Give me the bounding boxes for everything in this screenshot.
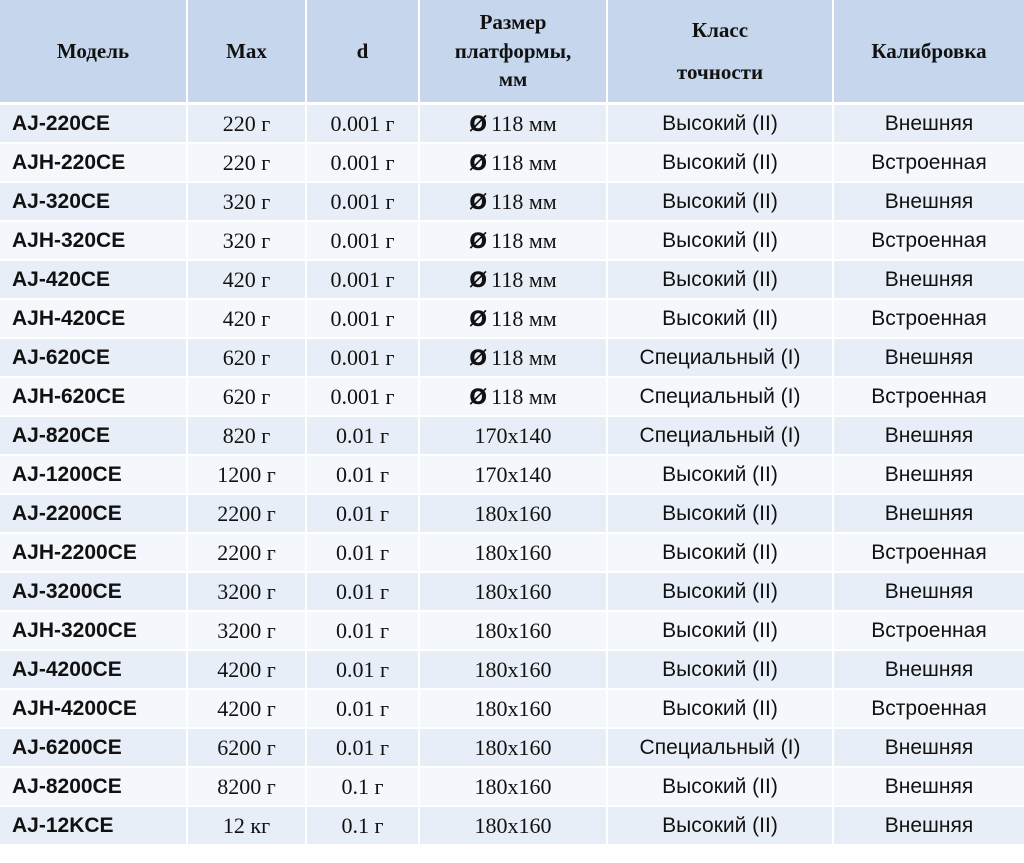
cell-platform-size xyxy=(420,573,608,612)
cell-accuracy-class: Специальный (I) xyxy=(608,339,834,378)
cell-calibration: Внешняя xyxy=(834,495,1024,534)
cell-platform-size xyxy=(420,222,608,261)
cell-d: 0.001 г xyxy=(307,378,420,417)
cell-model: AJ-4200CE xyxy=(0,651,188,690)
cell-max: 620 г xyxy=(188,378,307,417)
cell-calibration: Встроенная xyxy=(834,144,1024,183)
cell-d: 0.01 г xyxy=(307,690,420,729)
cell-max: 420 г xyxy=(188,261,307,300)
cell-model: AJ-820CE xyxy=(0,417,188,456)
platform-diameter-value: 118 мм xyxy=(491,266,557,292)
table-row xyxy=(0,378,1024,417)
cell-platform-size xyxy=(420,456,608,495)
cell-accuracy-class: Высокий (II) xyxy=(608,534,834,573)
header-max: Max xyxy=(188,0,307,105)
cell-calibration: Встроенная xyxy=(834,534,1024,573)
cell-calibration: Внешняя xyxy=(834,807,1024,846)
cell-max: 8200 г xyxy=(188,768,307,807)
cell-platform-size xyxy=(420,339,608,378)
cell-calibration: Встроенная xyxy=(834,690,1024,729)
platform-dimensions-value: 180x160 xyxy=(474,617,552,643)
cell-max: 620 г xyxy=(188,339,307,378)
cell-calibration: Внешняя xyxy=(834,573,1024,612)
platform-diameter-value: 118 мм xyxy=(491,110,557,136)
cell-d: 0.01 г xyxy=(307,417,420,456)
cell-d: 0.01 г xyxy=(307,651,420,690)
cell-model: AJH-2200CE xyxy=(0,534,188,573)
cell-platform-size xyxy=(420,105,608,144)
cell-model: AJH-420CE xyxy=(0,300,188,339)
cell-d: 0.001 г xyxy=(307,144,420,183)
cell-d: 0.1 г xyxy=(307,807,420,846)
cell-platform-size xyxy=(420,378,608,417)
cell-accuracy-class: Высокий (II) xyxy=(608,144,834,183)
table-row xyxy=(0,261,1024,300)
table-row xyxy=(0,144,1024,183)
cell-platform-size xyxy=(420,495,608,534)
cell-accuracy-class: Высокий (II) xyxy=(608,456,834,495)
cell-accuracy-class: Высокий (II) xyxy=(608,105,834,144)
cell-max: 4200 г xyxy=(188,690,307,729)
cell-platform-size xyxy=(420,261,608,300)
platform-diameter-value: 118 мм xyxy=(491,188,557,214)
cell-model: AJ-1200CE xyxy=(0,456,188,495)
diameter-symbol: Ø xyxy=(469,150,488,175)
cell-max: 420 г xyxy=(188,300,307,339)
cell-d: 0.01 г xyxy=(307,612,420,651)
cell-d: 0.001 г xyxy=(307,105,420,144)
cell-max: 3200 г xyxy=(188,612,307,651)
cell-accuracy-class: Высокий (II) xyxy=(608,807,834,846)
cell-model: AJ-620CE xyxy=(0,339,188,378)
table-row xyxy=(0,183,1024,222)
cell-platform-size xyxy=(420,300,608,339)
cell-model: AJ-2200CE xyxy=(0,495,188,534)
cell-platform-size xyxy=(420,183,608,222)
cell-accuracy-class: Высокий (II) xyxy=(608,222,834,261)
cell-d: 0.001 г xyxy=(307,261,420,300)
cell-accuracy-class: Высокий (II) xyxy=(608,612,834,651)
cell-max: 220 г xyxy=(188,144,307,183)
table-row xyxy=(0,222,1024,261)
cell-d: 0.01 г xyxy=(307,729,420,768)
platform-dimensions-value: 170x140 xyxy=(474,422,552,448)
table-row xyxy=(0,768,1024,807)
cell-platform-size xyxy=(420,534,608,573)
cell-model: AJH-4200CE xyxy=(0,690,188,729)
platform-dimensions-value: 170x140 xyxy=(474,461,552,487)
cell-model: AJ-6200CE xyxy=(0,729,188,768)
cell-model: AJH-3200CE xyxy=(0,612,188,651)
diameter-symbol: Ø xyxy=(469,306,488,331)
platform-dimensions-value: 180x160 xyxy=(474,539,552,565)
platform-dimensions-value: 180x160 xyxy=(474,695,552,721)
platform-dimensions-value: 180x160 xyxy=(474,773,552,799)
platform-diameter-value: 118 мм xyxy=(491,305,557,331)
cell-model: AJ-220CE xyxy=(0,105,188,144)
cell-d: 0.01 г xyxy=(307,456,420,495)
cell-d: 0.001 г xyxy=(307,183,420,222)
cell-platform-size xyxy=(420,651,608,690)
cell-max: 1200 г xyxy=(188,456,307,495)
cell-d: 0.001 г xyxy=(307,222,420,261)
cell-calibration: Встроенная xyxy=(834,300,1024,339)
header-platform-line-1: Размер xyxy=(479,10,547,35)
table-row xyxy=(0,495,1024,534)
cell-max: 3200 г xyxy=(188,573,307,612)
cell-model: AJ-320CE xyxy=(0,183,188,222)
table-row xyxy=(0,573,1024,612)
cell-platform-size xyxy=(420,144,608,183)
cell-calibration: Внешняя xyxy=(834,261,1024,300)
cell-calibration: Встроенная xyxy=(834,222,1024,261)
platform-dimensions-value: 180x160 xyxy=(474,500,552,526)
cell-d: 0.01 г xyxy=(307,573,420,612)
cell-accuracy-class: Высокий (II) xyxy=(608,690,834,729)
header-accuracy-class xyxy=(608,0,834,105)
table-row xyxy=(0,612,1024,651)
cell-model: AJ-3200CE xyxy=(0,573,188,612)
cell-model: AJ-420CE xyxy=(0,261,188,300)
platform-dimensions-value: 180x160 xyxy=(474,578,552,604)
table-body xyxy=(0,105,1024,846)
cell-max: 820 г xyxy=(188,417,307,456)
cell-d: 0.01 г xyxy=(307,495,420,534)
cell-accuracy-class: Специальный (I) xyxy=(608,417,834,456)
platform-dimensions-value: 180x160 xyxy=(474,812,552,838)
platform-dimensions-value: 180x160 xyxy=(474,734,552,760)
table-row xyxy=(0,534,1024,573)
cell-d: 0.01 г xyxy=(307,534,420,573)
cell-accuracy-class: Высокий (II) xyxy=(608,768,834,807)
header-class-line-2: точности xyxy=(676,60,764,84)
cell-model: AJ-8200CE xyxy=(0,768,188,807)
table-row xyxy=(0,105,1024,144)
diameter-symbol: Ø xyxy=(469,384,488,409)
cell-accuracy-class: Высокий (II) xyxy=(608,261,834,300)
cell-platform-size xyxy=(420,729,608,768)
cell-model: AJH-220CE xyxy=(0,144,188,183)
cell-max: 220 г xyxy=(188,105,307,144)
platform-diameter-value: 118 мм xyxy=(491,227,557,253)
diameter-symbol: Ø xyxy=(469,267,488,292)
cell-model: AJ-12KCE xyxy=(0,807,188,846)
header-model: Модель xyxy=(0,0,188,105)
table-row xyxy=(0,807,1024,846)
table-row xyxy=(0,417,1024,456)
cell-max: 320 г xyxy=(188,183,307,222)
cell-accuracy-class: Высокий (II) xyxy=(608,651,834,690)
cell-model: AJH-320CE xyxy=(0,222,188,261)
cell-max: 2200 г xyxy=(188,495,307,534)
header-platform-size xyxy=(420,0,608,105)
table-row xyxy=(0,456,1024,495)
cell-accuracy-class: Высокий (II) xyxy=(608,300,834,339)
cell-accuracy-class: Специальный (I) xyxy=(608,378,834,417)
diameter-symbol: Ø xyxy=(469,345,488,370)
cell-calibration: Внешняя xyxy=(834,105,1024,144)
diameter-symbol: Ø xyxy=(469,111,488,136)
cell-model: AJH-620CE xyxy=(0,378,188,417)
cell-calibration: Внешняя xyxy=(834,729,1024,768)
table-row xyxy=(0,690,1024,729)
cell-accuracy-class: Высокий (II) xyxy=(608,183,834,222)
cell-platform-size xyxy=(420,612,608,651)
cell-max: 2200 г xyxy=(188,534,307,573)
header-row xyxy=(0,0,1024,105)
cell-accuracy-class: Специальный (I) xyxy=(608,729,834,768)
cell-accuracy-class: Высокий (II) xyxy=(608,495,834,534)
diameter-symbol: Ø xyxy=(469,228,488,253)
cell-max: 12 кг xyxy=(188,807,307,846)
cell-d: 0.1 г xyxy=(307,768,420,807)
cell-calibration: Внешняя xyxy=(834,456,1024,495)
cell-max: 4200 г xyxy=(188,651,307,690)
platform-diameter-value: 118 мм xyxy=(491,344,557,370)
table-row xyxy=(0,300,1024,339)
cell-d: 0.001 г xyxy=(307,339,420,378)
cell-calibration: Внешняя xyxy=(834,651,1024,690)
header-d: d xyxy=(307,0,420,105)
cell-calibration: Встроенная xyxy=(834,378,1024,417)
cell-calibration: Внешняя xyxy=(834,183,1024,222)
platform-diameter-value: 118 мм xyxy=(491,149,557,175)
cell-platform-size xyxy=(420,690,608,729)
table-row xyxy=(0,729,1024,768)
cell-platform-size xyxy=(420,768,608,807)
cell-accuracy-class: Высокий (II) xyxy=(608,573,834,612)
cell-calibration: Внешняя xyxy=(834,339,1024,378)
header-class-line-1: Класс xyxy=(691,17,749,42)
header-platform-line-3: мм xyxy=(498,67,528,92)
platform-dimensions-value: 180x160 xyxy=(474,656,552,682)
cell-calibration: Встроенная xyxy=(834,612,1024,651)
table-row xyxy=(0,339,1024,378)
cell-platform-size xyxy=(420,807,608,846)
cell-calibration: Внешняя xyxy=(834,768,1024,807)
cell-platform-size xyxy=(420,417,608,456)
cell-max: 320 г xyxy=(188,222,307,261)
table-row xyxy=(0,651,1024,690)
cell-max: 6200 г xyxy=(188,729,307,768)
cell-calibration: Внешняя xyxy=(834,417,1024,456)
header-platform-line-2: платформы, xyxy=(454,38,572,63)
header-calibration: Калибровка xyxy=(834,0,1024,105)
cell-d: 0.001 г xyxy=(307,300,420,339)
diameter-symbol: Ø xyxy=(469,189,488,214)
platform-diameter-value: 118 мм xyxy=(491,383,557,409)
